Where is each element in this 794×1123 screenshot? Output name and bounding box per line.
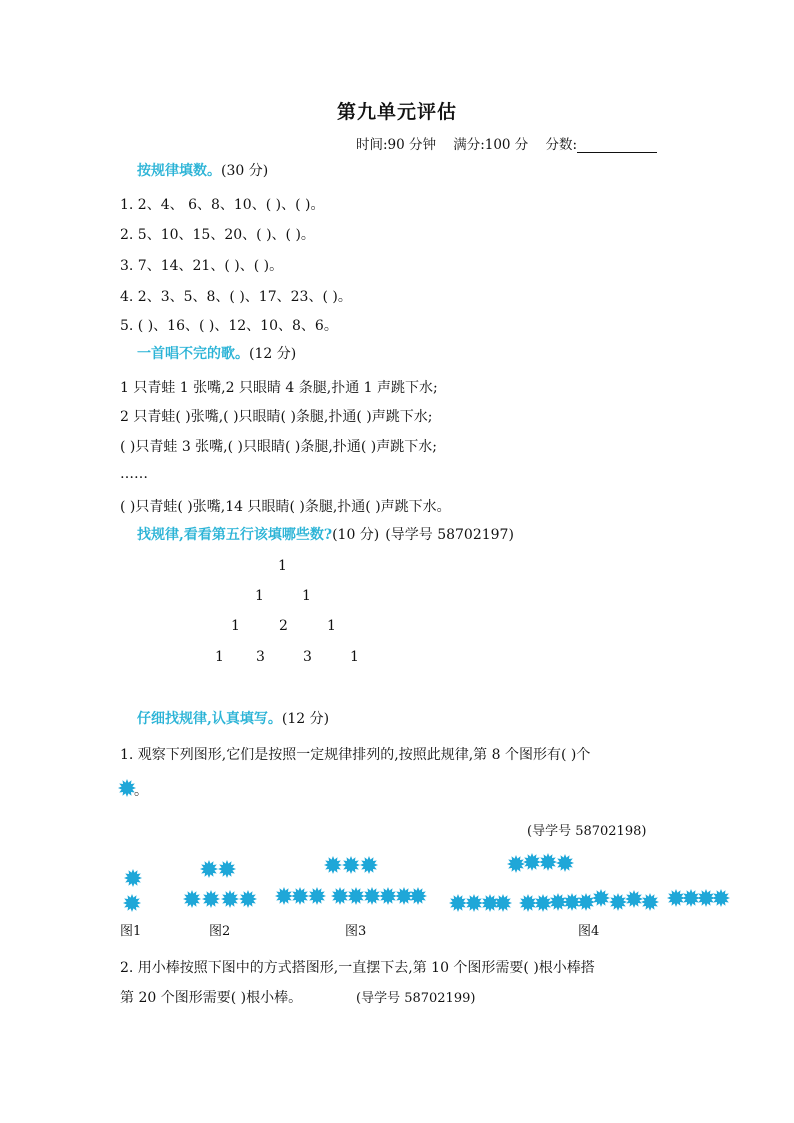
figure-label-1: 图1: [120, 924, 142, 939]
s4-q2-line-2: 第 20 个图形需要( )根小棒。: [120, 990, 303, 1006]
s4-q1-line-1: 1. 观察下列图形,它们是按照一定规律排列的,按照此规律,第 8 个图形有( )个: [120, 747, 591, 763]
triangle-r4-c1: 1: [215, 649, 224, 665]
section-4-score: (12 分): [281, 711, 330, 727]
sun-icon: [409, 887, 427, 905]
sun-icon: [123, 894, 141, 912]
sun-icon: [577, 893, 595, 911]
section-4-title: 仔细找规律,认真填写。: [137, 711, 282, 727]
section-2-title: 一首唱不完的歌。: [137, 346, 249, 362]
section-2-score: (12 分): [249, 346, 297, 362]
sun-icon: [379, 887, 397, 905]
sun-icon: [360, 856, 378, 874]
sun-icon: [465, 894, 483, 912]
s2-line-4: ……: [120, 466, 148, 482]
sun-icon: [523, 853, 541, 871]
s4-q1-ref: (导学号 58702198): [527, 824, 647, 839]
s1-line-3: 3. 7、14、21、( )、( )。: [120, 258, 284, 274]
triangle-r2-c1: 1: [255, 588, 264, 604]
sun-icon: [118, 779, 136, 797]
sun-icon: [556, 854, 574, 872]
sun-icon: [641, 893, 659, 911]
section-3-title: 找规律,看看第五行该填哪些数?: [137, 527, 333, 543]
full-score-info: 满分:100 分: [453, 137, 529, 153]
triangle-r3-c3: 1: [327, 618, 336, 634]
section-1-title: 按规律填数。: [137, 163, 221, 179]
triangle-r3-c1: 1: [231, 618, 240, 634]
section-1-score: (30 分): [221, 163, 269, 179]
s4-q1-line-2-suffix: 。: [134, 783, 148, 799]
sun-icon: [218, 860, 236, 878]
triangle-r4-c4: 1: [350, 649, 359, 665]
triangle-r1-c1: 1: [278, 558, 287, 574]
page-title: 第九单元评估: [336, 101, 457, 123]
s2-line-5: ( )只青蛙( )张嘴,14 只眼睛( )条腿,扑通( )声跳下水。: [120, 499, 451, 515]
s1-line-4: 4. 2、3、5、8、( )、17、23、( )。: [120, 289, 352, 305]
figure-label-2: 图2: [209, 924, 231, 939]
s4-q2-line-1: 2. 用小棒按照下图中的方式搭图形,一直摆下去,第 10 个图形需要( )根小棒搭: [120, 960, 595, 976]
sun-icon: [324, 856, 342, 874]
s2-line-1: 1 只青蛙 1 张嘴,2 只眼睛 4 条腿,扑通 1 声跳下水;: [120, 380, 438, 396]
s4-q2-ref: (导学号 58702199): [356, 991, 476, 1006]
s2-line-2: 2 只青蛙( )张嘴,( )只眼睛( )条腿,扑通( )声跳下水;: [120, 409, 433, 425]
section-3-ref: (导学号 58702197): [385, 527, 514, 543]
sun-icon: [625, 890, 643, 908]
sun-icon: [124, 869, 142, 887]
sun-icon: [239, 890, 257, 908]
sun-icon: [712, 889, 730, 907]
figure-label-3: 图3: [345, 924, 367, 939]
figure-label-4: 图4: [578, 924, 600, 939]
s2-line-3: ( )只青蛙 3 张嘴,( )只眼睛( )条腿,扑通( )声跳下水;: [120, 439, 437, 455]
triangle-r2-c2: 1: [302, 588, 311, 604]
sun-icon: [507, 855, 525, 873]
triangle-r4-c3: 3: [303, 649, 312, 665]
s1-line-1: 1. 2、4、 6、8、10、( )、( )。: [120, 197, 325, 213]
triangle-r4-c2: 3: [256, 649, 265, 665]
sun-icon: [221, 890, 239, 908]
time-info: 时间:90 分钟: [356, 137, 437, 153]
sun-icon: [200, 860, 218, 878]
sun-icon: [494, 894, 512, 912]
sun-icon: [363, 887, 381, 905]
sun-icon: [342, 856, 360, 874]
sun-icon: [183, 890, 201, 908]
sun-icon: [202, 890, 220, 908]
sun-icon: [534, 894, 552, 912]
s1-line-5: 5. ( )、16、( )、12、10、8、6。: [120, 318, 338, 334]
sun-icon: [347, 887, 365, 905]
sun-icon: [291, 887, 309, 905]
score-label: 分数:: [545, 137, 578, 153]
section-3-score: (10 分): [332, 527, 380, 543]
sun-icon: [609, 893, 627, 911]
sun-icon: [275, 887, 293, 905]
sun-icon: [592, 889, 610, 907]
sun-icon: [308, 887, 326, 905]
sun-icon: [539, 853, 557, 871]
triangle-r3-c2: 2: [279, 618, 288, 634]
sun-icon: [331, 887, 349, 905]
s1-line-2: 2. 5、10、15、20、( )、( )。: [120, 227, 315, 243]
sun-icon: [449, 894, 467, 912]
